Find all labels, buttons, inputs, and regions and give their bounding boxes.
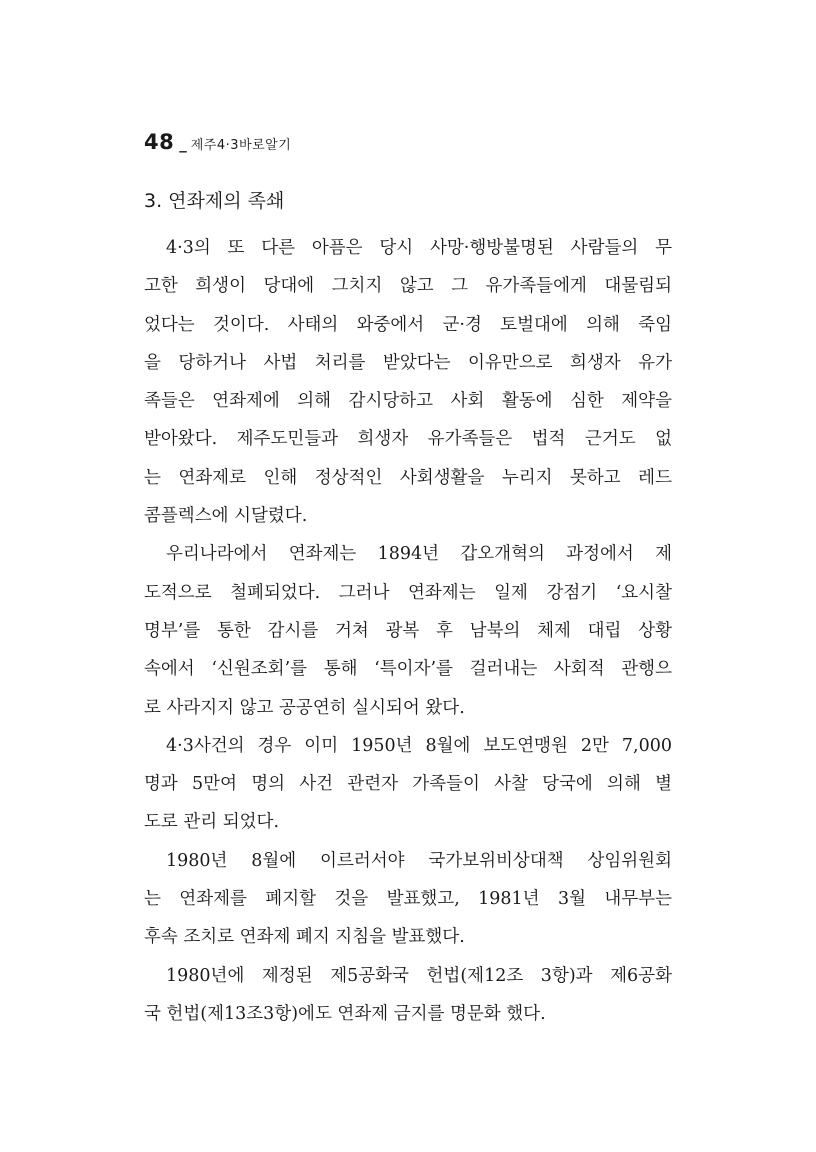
text-line: 4·3사건의 경우 이미 1950년 8월에 보도연맹원 2만 7,000 xyxy=(166,735,672,756)
text-line: 1980년에 제정된 제5공화국 헌법(제12조 3항)과 제6공화 xyxy=(166,965,672,986)
text-line: 명부’를 통한 감시를 거쳐 광복 후 남북의 체제 대립 상황 xyxy=(144,620,672,641)
text-line: 을 당하거나 사법 처리를 받았다는 이유만으로 희생자 유가 xyxy=(144,352,672,373)
text-line: 속에서 ‘신원조회’를 통해 ‘특이자’를 걸러내는 사회적 관행으 xyxy=(144,659,672,680)
text-line: 후속 조치로 연좌제 폐지 지침을 발표했다. xyxy=(144,927,465,948)
text-line: 4·3의 또 다른 아픔은 당시 사망·행방불명된 사람들의 무 xyxy=(166,238,672,258)
text-line: 족들은 연좌제에 의해 감시당하고 사회 활동에 심한 제약을 xyxy=(144,391,672,412)
text-line: 국 헌법(제13조3항)에도 연좌제 금지를 명문화 했다. xyxy=(144,1003,546,1024)
text-line: 는 연좌제로 인해 정상적인 사회생활을 누리지 못하고 레드 xyxy=(144,467,672,488)
text-line: 우리나라에서 연좌제는 1894년 갑오개혁의 과정에서 제 xyxy=(166,544,672,565)
text-line: 명과 5만여 명의 사건 관련자 가족들이 사찰 당국에 의해 별 xyxy=(144,774,672,795)
section-heading: 3. 연좌제의 족쇄 xyxy=(144,190,285,212)
text-line: 도로 관리 되었다. xyxy=(144,812,280,833)
body-text xyxy=(144,229,672,1033)
book-title: 제주4·3바로알기 xyxy=(190,138,292,153)
text-line: 콤플렉스에 시달렸다. xyxy=(144,506,308,527)
text-line: 고한 희생이 당대에 그치지 않고 그 유가족들에게 대물림되 xyxy=(144,276,672,297)
text-line: 1980년 8월에 이르러서야 국가보위비상대책 상임위원회 xyxy=(166,850,672,871)
header-separator: _ xyxy=(179,135,187,153)
text-line: 로 사라지지 않고 공공연히 실시되어 왔다. xyxy=(144,697,465,718)
page-number: 48 xyxy=(144,130,175,154)
text-line: 받아왔다. 제주도민들과 희생자 유가족들은 법적 근거도 없 xyxy=(144,429,672,450)
text-line: 도적으로 철폐되었다. 그러나 연좌제는 일제 강점기 ‘요시찰 xyxy=(144,582,672,603)
text-line: 는 연좌제를 폐지할 것을 발표했고, 1981년 3월 내무부는 xyxy=(144,889,672,910)
text-line: 었다는 것이다. 사태의 와중에서 군·경 토벌대에 의해 죽임 xyxy=(144,314,672,335)
running-header xyxy=(144,130,291,154)
